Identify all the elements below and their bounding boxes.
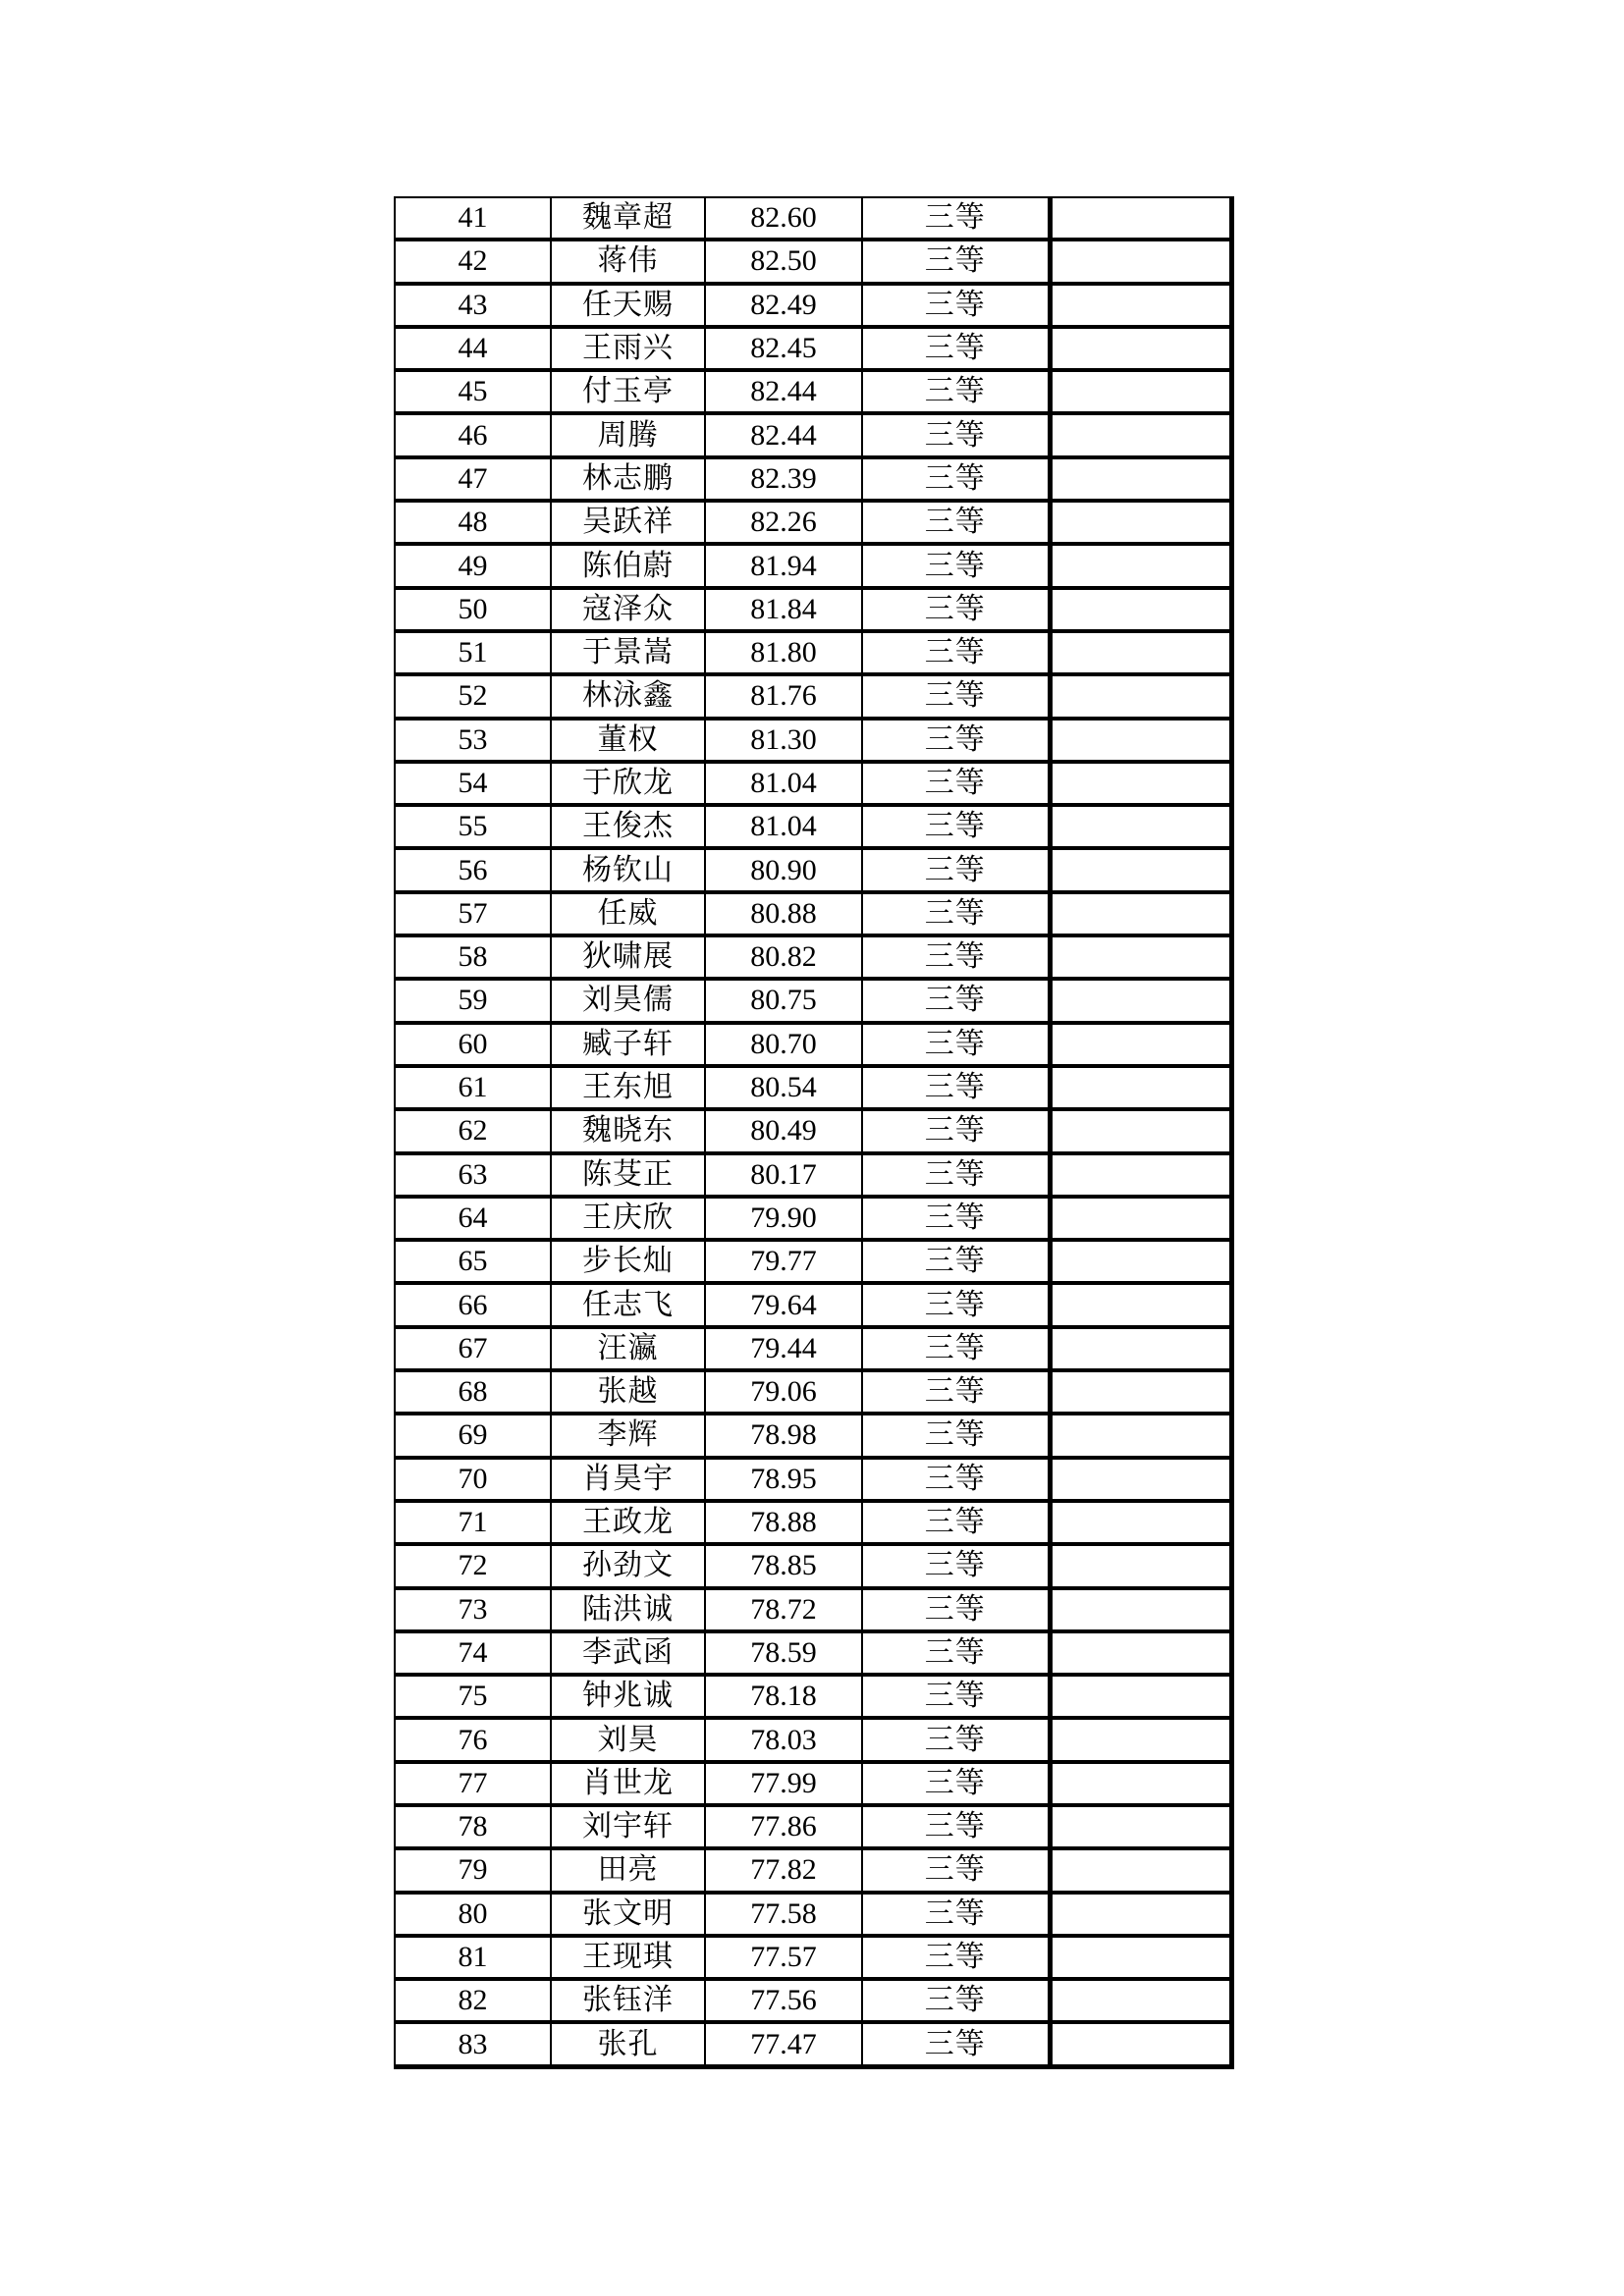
score-cell: 78.03 <box>705 1718 862 1761</box>
grade-cell: 三等 <box>862 1153 1050 1197</box>
rank-cell: 71 <box>395 1501 551 1544</box>
grade-cell: 三等 <box>862 1718 1050 1761</box>
blank-cell <box>1050 1023 1231 1066</box>
grade-cell: 三等 <box>862 413 1050 456</box>
grade-cell: 三等 <box>862 805 1050 848</box>
grade-cell: 三等 <box>862 1066 1050 1109</box>
rank-cell: 64 <box>395 1197 551 1240</box>
score-cell: 82.44 <box>705 413 862 456</box>
grade-cell: 三等 <box>862 935 1050 979</box>
score-cell: 81.04 <box>705 805 862 848</box>
rank-cell: 67 <box>395 1327 551 1370</box>
name-cell: 吴跃祥 <box>551 501 705 544</box>
name-cell: 魏章超 <box>551 197 705 240</box>
name-cell: 孙劲文 <box>551 1544 705 1587</box>
grade-cell: 三等 <box>862 1197 1050 1240</box>
blank-cell <box>1050 1370 1231 1414</box>
name-cell: 肖昊宇 <box>551 1458 705 1501</box>
blank-cell <box>1050 935 1231 979</box>
name-cell: 魏晓东 <box>551 1109 705 1152</box>
grade-cell: 三等 <box>862 1936 1050 1979</box>
name-cell: 任天赐 <box>551 284 705 327</box>
name-cell: 杨钦山 <box>551 848 705 891</box>
blank-cell <box>1050 2022 1231 2066</box>
blank-cell <box>1050 1718 1231 1761</box>
rank-cell: 83 <box>395 2022 551 2066</box>
blank-cell <box>1050 1197 1231 1240</box>
grade-cell: 三等 <box>862 457 1050 501</box>
blank-cell <box>1050 544 1231 587</box>
grade-cell: 三等 <box>862 327 1050 370</box>
table-row <box>395 1718 1231 1761</box>
blank-cell <box>1050 1240 1231 1283</box>
table-row <box>395 1023 1231 1066</box>
table-row <box>395 370 1231 413</box>
score-cell: 78.85 <box>705 1544 862 1587</box>
blank-cell <box>1050 588 1231 631</box>
name-cell: 汪瀛 <box>551 1327 705 1370</box>
blank-cell <box>1050 1501 1231 1544</box>
table-row <box>395 1153 1231 1197</box>
name-cell: 于欣龙 <box>551 762 705 805</box>
name-cell: 林泳鑫 <box>551 674 705 718</box>
grade-cell: 三等 <box>862 1414 1050 1457</box>
table-row <box>395 1936 1231 1979</box>
grade-cell: 三等 <box>862 501 1050 544</box>
score-cell: 81.04 <box>705 762 862 805</box>
rank-cell: 41 <box>395 197 551 240</box>
score-cell: 77.58 <box>705 1893 862 1936</box>
table-row <box>395 631 1231 674</box>
score-cell: 81.80 <box>705 631 862 674</box>
rank-cell: 46 <box>395 413 551 456</box>
rank-cell: 61 <box>395 1066 551 1109</box>
name-cell: 王雨兴 <box>551 327 705 370</box>
grade-cell: 三等 <box>862 1762 1050 1805</box>
rank-cell: 72 <box>395 1544 551 1587</box>
table-row <box>395 1458 1231 1501</box>
name-cell: 张越 <box>551 1370 705 1414</box>
rank-cell: 52 <box>395 674 551 718</box>
blank-cell <box>1050 674 1231 718</box>
rank-cell: 50 <box>395 588 551 631</box>
grade-cell: 三等 <box>862 1501 1050 1544</box>
table-row <box>395 935 1231 979</box>
score-table <box>394 196 1234 2069</box>
blank-cell <box>1050 370 1231 413</box>
table-row <box>395 413 1231 456</box>
table-row <box>395 1240 1231 1283</box>
name-cell: 周腾 <box>551 413 705 456</box>
blank-cell <box>1050 631 1231 674</box>
blank-cell <box>1050 1458 1231 1501</box>
score-cell: 78.98 <box>705 1414 862 1457</box>
score-cell: 77.82 <box>705 1848 862 1892</box>
score-cell: 77.99 <box>705 1762 862 1805</box>
blank-cell <box>1050 327 1231 370</box>
table-row <box>395 1805 1231 1848</box>
blank-cell <box>1050 1762 1231 1805</box>
grade-cell: 三等 <box>862 1544 1050 1587</box>
table-row <box>395 2022 1231 2066</box>
name-cell: 步长灿 <box>551 1240 705 1283</box>
rank-cell: 43 <box>395 284 551 327</box>
table-row <box>395 1848 1231 1892</box>
grade-cell: 三等 <box>862 1631 1050 1675</box>
blank-cell <box>1050 805 1231 848</box>
grade-cell: 三等 <box>862 240 1050 283</box>
rank-cell: 57 <box>395 892 551 935</box>
grade-cell: 三等 <box>862 1109 1050 1152</box>
name-cell: 蒋伟 <box>551 240 705 283</box>
grade-cell: 三等 <box>862 1979 1050 2022</box>
name-cell: 任威 <box>551 892 705 935</box>
table-row <box>395 1066 1231 1109</box>
rank-cell: 79 <box>395 1848 551 1892</box>
table-row <box>395 1631 1231 1675</box>
grade-cell: 三等 <box>862 762 1050 805</box>
table-row <box>395 674 1231 718</box>
name-cell: 任志飞 <box>551 1283 705 1326</box>
table-row <box>395 1544 1231 1587</box>
rank-cell: 74 <box>395 1631 551 1675</box>
blank-cell <box>1050 1414 1231 1457</box>
score-cell: 77.47 <box>705 2022 862 2066</box>
name-cell: 刘昊儒 <box>551 979 705 1022</box>
score-cell: 80.90 <box>705 848 862 891</box>
table-row <box>395 457 1231 501</box>
score-cell: 81.30 <box>705 719 862 762</box>
blank-cell <box>1050 240 1231 283</box>
score-cell: 82.50 <box>705 240 862 283</box>
rank-cell: 49 <box>395 544 551 587</box>
name-cell: 林志鹏 <box>551 457 705 501</box>
score-cell: 80.88 <box>705 892 862 935</box>
blank-cell <box>1050 979 1231 1022</box>
name-cell: 王现琪 <box>551 1936 705 1979</box>
name-cell: 董权 <box>551 719 705 762</box>
name-cell: 陈芟正 <box>551 1153 705 1197</box>
grade-cell: 三等 <box>862 1675 1050 1718</box>
score-cell: 80.54 <box>705 1066 862 1109</box>
score-cell: 80.49 <box>705 1109 862 1152</box>
blank-cell <box>1050 1544 1231 1587</box>
blank-cell <box>1050 892 1231 935</box>
name-cell: 于景嵩 <box>551 631 705 674</box>
score-cell: 79.44 <box>705 1327 862 1370</box>
grade-cell: 三等 <box>862 892 1050 935</box>
name-cell: 肖世龙 <box>551 1762 705 1805</box>
rank-cell: 78 <box>395 1805 551 1848</box>
score-cell: 78.88 <box>705 1501 862 1544</box>
grade-cell: 三等 <box>862 631 1050 674</box>
score-cell: 80.17 <box>705 1153 862 1197</box>
name-cell: 王政龙 <box>551 1501 705 1544</box>
name-cell: 寇泽众 <box>551 588 705 631</box>
grade-cell: 三等 <box>862 848 1050 891</box>
blank-cell <box>1050 1979 1231 2022</box>
grade-cell: 三等 <box>862 1327 1050 1370</box>
score-cell: 77.57 <box>705 1936 862 1979</box>
score-cell: 79.77 <box>705 1240 862 1283</box>
table-row <box>395 284 1231 327</box>
score-cell: 79.06 <box>705 1370 862 1414</box>
rank-cell: 75 <box>395 1675 551 1718</box>
table-row <box>395 1109 1231 1152</box>
blank-cell <box>1050 501 1231 544</box>
score-cell: 81.76 <box>705 674 862 718</box>
blank-cell <box>1050 1805 1231 1848</box>
rank-cell: 59 <box>395 979 551 1022</box>
score-cell: 82.60 <box>705 197 862 240</box>
name-cell: 付玉亭 <box>551 370 705 413</box>
grade-cell: 三等 <box>862 1848 1050 1892</box>
name-cell: 王东旭 <box>551 1066 705 1109</box>
score-cell: 82.45 <box>705 327 862 370</box>
score-cell: 82.44 <box>705 370 862 413</box>
name-cell: 钟兆诚 <box>551 1675 705 1718</box>
grade-cell: 三等 <box>862 588 1050 631</box>
name-cell: 狄啸展 <box>551 935 705 979</box>
grade-cell: 三等 <box>862 1023 1050 1066</box>
grade-cell: 三等 <box>862 370 1050 413</box>
rank-cell: 55 <box>395 805 551 848</box>
grade-cell: 三等 <box>862 1370 1050 1414</box>
table-row <box>395 1327 1231 1370</box>
blank-cell <box>1050 1936 1231 1979</box>
name-cell: 陈伯蔚 <box>551 544 705 587</box>
grade-cell: 三等 <box>862 1240 1050 1283</box>
grade-cell: 三等 <box>862 1283 1050 1326</box>
table-row <box>395 240 1231 283</box>
blank-cell <box>1050 1327 1231 1370</box>
rank-cell: 48 <box>395 501 551 544</box>
grade-cell: 三等 <box>862 1458 1050 1501</box>
rank-cell: 60 <box>395 1023 551 1066</box>
table-row <box>395 1283 1231 1326</box>
rank-cell: 70 <box>395 1458 551 1501</box>
blank-cell <box>1050 457 1231 501</box>
grade-cell: 三等 <box>862 284 1050 327</box>
table-row <box>395 805 1231 848</box>
score-cell: 78.72 <box>705 1588 862 1631</box>
rank-cell: 73 <box>395 1588 551 1631</box>
blank-cell <box>1050 762 1231 805</box>
rank-cell: 54 <box>395 762 551 805</box>
score-cell: 78.95 <box>705 1458 862 1501</box>
grade-cell: 三等 <box>862 1588 1050 1631</box>
rank-cell: 65 <box>395 1240 551 1283</box>
blank-cell <box>1050 1109 1231 1152</box>
rank-cell: 80 <box>395 1893 551 1936</box>
table-row <box>395 979 1231 1022</box>
table-row <box>395 762 1231 805</box>
score-cell: 81.84 <box>705 588 862 631</box>
rank-cell: 58 <box>395 935 551 979</box>
rank-cell: 81 <box>395 1936 551 1979</box>
score-cell: 78.18 <box>705 1675 862 1718</box>
score-cell: 79.64 <box>705 1283 862 1326</box>
name-cell: 刘昊 <box>551 1718 705 1761</box>
score-cell: 82.49 <box>705 284 862 327</box>
rank-cell: 82 <box>395 1979 551 2022</box>
grade-cell: 三等 <box>862 2022 1050 2066</box>
score-cell: 80.82 <box>705 935 862 979</box>
table-row <box>395 1501 1231 1544</box>
name-cell: 田亮 <box>551 1848 705 1892</box>
rank-cell: 47 <box>395 457 551 501</box>
table-row <box>395 1762 1231 1805</box>
table-row <box>395 1893 1231 1936</box>
blank-cell <box>1050 284 1231 327</box>
score-cell: 80.70 <box>705 1023 862 1066</box>
rank-cell: 56 <box>395 848 551 891</box>
blank-cell <box>1050 1675 1231 1718</box>
name-cell: 李辉 <box>551 1414 705 1457</box>
name-cell: 张钰洋 <box>551 1979 705 2022</box>
table-row <box>395 501 1231 544</box>
table-row <box>395 719 1231 762</box>
table-row <box>395 1675 1231 1718</box>
table-row <box>395 197 1231 240</box>
rank-cell: 68 <box>395 1370 551 1414</box>
score-cell: 81.94 <box>705 544 862 587</box>
blank-cell <box>1050 1848 1231 1892</box>
table-row <box>395 1979 1231 2022</box>
blank-cell <box>1050 413 1231 456</box>
score-cell: 82.39 <box>705 457 862 501</box>
name-cell: 张文明 <box>551 1893 705 1936</box>
score-cell: 78.59 <box>705 1631 862 1675</box>
name-cell: 臧子轩 <box>551 1023 705 1066</box>
score-cell: 80.75 <box>705 979 862 1022</box>
grade-cell: 三等 <box>862 544 1050 587</box>
blank-cell <box>1050 1283 1231 1326</box>
grade-cell: 三等 <box>862 197 1050 240</box>
rank-cell: 69 <box>395 1414 551 1457</box>
name-cell: 王庆欣 <box>551 1197 705 1240</box>
rank-cell: 42 <box>395 240 551 283</box>
table-row <box>395 1588 1231 1631</box>
score-cell: 77.56 <box>705 1979 862 2022</box>
table-row <box>395 848 1231 891</box>
rank-cell: 51 <box>395 631 551 674</box>
name-cell: 刘宇轩 <box>551 1805 705 1848</box>
rank-cell: 44 <box>395 327 551 370</box>
rank-cell: 77 <box>395 1762 551 1805</box>
score-table-body <box>395 197 1231 2066</box>
rank-cell: 63 <box>395 1153 551 1197</box>
blank-cell <box>1050 848 1231 891</box>
grade-cell: 三等 <box>862 979 1050 1022</box>
blank-cell <box>1050 1588 1231 1631</box>
table-row <box>395 892 1231 935</box>
rank-cell: 53 <box>395 719 551 762</box>
name-cell: 王俊杰 <box>551 805 705 848</box>
table-row <box>395 588 1231 631</box>
score-cell: 82.26 <box>705 501 862 544</box>
table-row <box>395 1370 1231 1414</box>
rank-cell: 62 <box>395 1109 551 1152</box>
grade-cell: 三等 <box>862 1805 1050 1848</box>
grade-cell: 三等 <box>862 674 1050 718</box>
name-cell: 陆洪诚 <box>551 1588 705 1631</box>
rank-cell: 76 <box>395 1718 551 1761</box>
grade-cell: 三等 <box>862 719 1050 762</box>
rank-cell: 66 <box>395 1283 551 1326</box>
score-cell: 77.86 <box>705 1805 862 1848</box>
blank-cell <box>1050 1153 1231 1197</box>
score-cell: 79.90 <box>705 1197 862 1240</box>
grade-cell: 三等 <box>862 1893 1050 1936</box>
table-row <box>395 1197 1231 1240</box>
blank-cell <box>1050 197 1231 240</box>
name-cell: 李武函 <box>551 1631 705 1675</box>
blank-cell <box>1050 1893 1231 1936</box>
table-row <box>395 544 1231 587</box>
rank-cell: 45 <box>395 370 551 413</box>
table-row <box>395 1414 1231 1457</box>
name-cell: 张孔 <box>551 2022 705 2066</box>
blank-cell <box>1050 719 1231 762</box>
blank-cell <box>1050 1631 1231 1675</box>
table-row <box>395 327 1231 370</box>
blank-cell <box>1050 1066 1231 1109</box>
